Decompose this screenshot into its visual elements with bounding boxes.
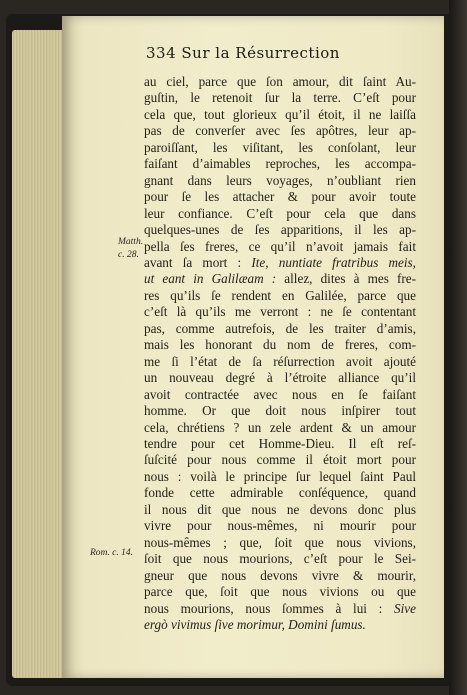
text-line-latin: ergò vivimus ſive morimur, Domini ſumus. <box>144 616 366 632</box>
text-line: un nouveau degré à l’étroite alliance qu’il <box>144 370 416 386</box>
text-line: pella ſes freres, ce qu’il n’avoit jamais fait <box>144 238 416 254</box>
text-line: gnant dans leurs voyages, n’oubliant rien <box>144 172 416 188</box>
text-line: mais les honorant du nom de freres, com- <box>144 337 416 353</box>
page-edges <box>12 30 64 678</box>
text-line: au ciel, parce que ſon amour, dit ſaint Au- <box>144 74 416 89</box>
text-line: pas, comme autrefois, de les traiter d’amis, <box>144 320 416 336</box>
margin-note-rom: Rom. c. 14. <box>90 548 134 558</box>
text-line: nous : voilà le principe ſur lequel ſaint Paul <box>144 468 416 484</box>
text-line: gneur que nous devons vivre & mourir, <box>144 567 416 583</box>
text-line: leur confiance. C’eſt pour cela que dans <box>144 205 416 221</box>
text-line: vivre pour nous-mêmes, ni mourir pour <box>144 518 416 534</box>
text-line: homme. Or que doit nous inſpirer tout <box>144 403 416 419</box>
text-line-mixed <box>144 255 416 271</box>
text-line: fonde cette admirable conſéquence, quand <box>144 485 416 501</box>
margin-note-matth: Matth. <box>118 237 144 247</box>
body-text <box>144 74 416 633</box>
margin-note-matth-ref: c. 28. <box>118 250 139 260</box>
text-line: pas de converſer avec ſes apôtres, leur ap- <box>144 123 416 139</box>
text-line: avoit contractée avec nous en ſe faiſant <box>144 386 416 402</box>
text-line: guſtin, le retenoit ſur la terre. C’eſt pour <box>144 90 416 106</box>
text-line-mixed <box>144 271 416 287</box>
text-line: cela que, tout glorieux qu’il étoit, il ne laiſſa <box>144 106 416 122</box>
latin-quote: ut eant in Galilæam : <box>144 271 285 287</box>
text-line: res qu’ils ſe rendent en Galilée, parce que <box>144 287 416 303</box>
running-head: 334 Sur la Résurrection <box>146 44 340 62</box>
text-line: cela, chrétiens ? un zele ardent & un amour <box>144 419 416 435</box>
book-cover-edge <box>449 0 467 695</box>
text-line: ſoit que nous mourions, c’eſt pour le Sei- <box>144 551 416 567</box>
latin-quote: Sive <box>394 600 416 616</box>
text-line: il nous dit que nous ne devons donc plus <box>144 501 416 517</box>
text-line: pour ſe les attacher & pour avoir toute <box>144 189 416 205</box>
text-line: paroiſſant, les viſitant, les conſolant, leur <box>144 139 416 155</box>
text-line: parce que, ſoit que nous vivions ou que <box>144 584 416 600</box>
text-run: nous mourions, nous ſommes à lui : <box>144 600 395 616</box>
text-line: tendre pour cet Homme-Dieu. Il eſt reſ- <box>144 435 416 451</box>
text-line-mixed <box>144 601 416 617</box>
text-line: c’eſt là qu’ils me verront : ne ſe contentant <box>144 304 416 320</box>
text-line: ſuſcité pour nous comme il étoit mort pour <box>144 452 416 468</box>
text-line: faiſant d’aimables reproches, les accompa- <box>144 156 416 172</box>
text-run: avant ſa mort : <box>144 254 252 270</box>
text-run: allez, dites à mes fre- <box>284 271 417 287</box>
text-line: quelques-unes de ſes apparitions, il les ap- <box>144 222 416 238</box>
text-line: nous-mêmes ; que, ſoit que nous vivions, <box>144 534 416 550</box>
latin-quote: Ite, nuntiate fratribus meis, <box>251 254 416 270</box>
text-line: me ſi l’état de ſa réſurrection avoit ajouté <box>144 353 416 369</box>
